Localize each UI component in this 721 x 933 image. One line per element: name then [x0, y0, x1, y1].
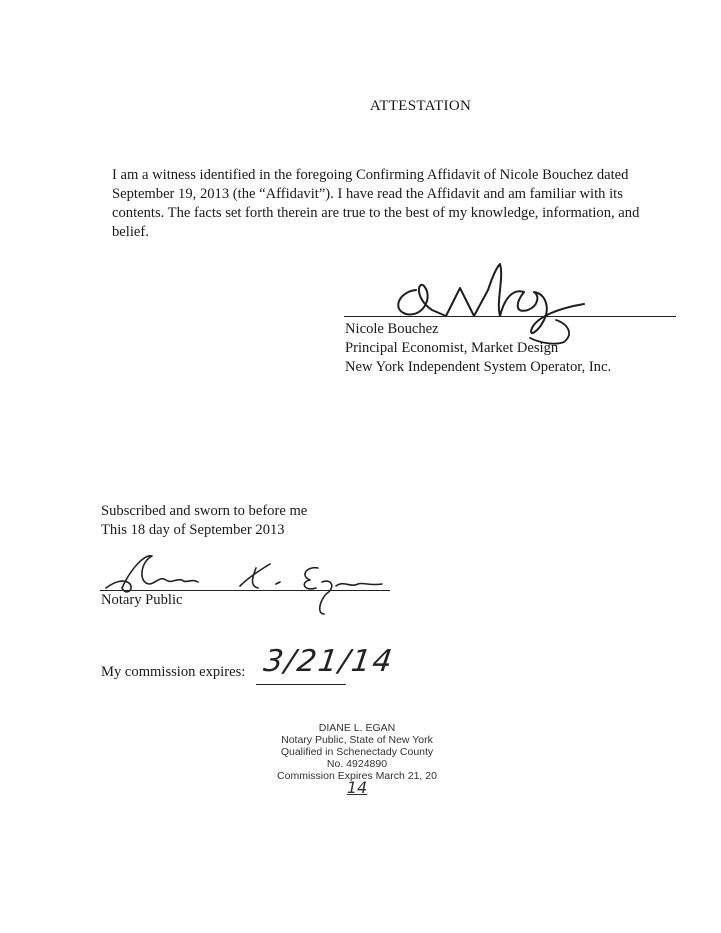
signer-block — [345, 320, 611, 377]
signer-organization: New York Independent System Operator, Inc. — [345, 359, 612, 375]
notary-signature-line — [100, 590, 390, 591]
paragraph-line: September 19, 2013 (the “Affidavit”). I have read the Affidavit and am familiar with its — [112, 186, 623, 202]
sworn-line: Subscribed and sworn to before me — [101, 503, 308, 519]
commission-date-line — [256, 684, 346, 685]
stamp-expires-prefix: Commission Expires March 21, 20 — [277, 770, 437, 782]
sworn-statement — [101, 502, 307, 540]
notary-public-label: Notary Public — [101, 592, 183, 608]
stamp-expires-year: 14 — [346, 778, 368, 797]
stamp-number: No. 4924890 — [326, 758, 388, 770]
stamp-notary-name: DIANE L. EGAN — [318, 722, 396, 734]
paragraph-line: belief. — [112, 224, 149, 240]
stamp-state-line: Notary Public, State of New York — [281, 734, 433, 746]
sworn-date-line: This 18 day of September 2013 — [101, 522, 285, 538]
attestation-paragraph — [112, 166, 702, 242]
document-title: ATTESTATION — [369, 98, 472, 114]
paragraph-line: contents. The facts set forth therein are true to the best of my knowledge, information, and — [112, 205, 640, 221]
paragraph-line: I am a witness identified in the foregoing Confirming Affidavit of Nicole Bouchez dated — [112, 167, 629, 183]
notary-stamp — [232, 722, 482, 797]
stamp-county-line: Qualified in Schenectady County — [280, 746, 434, 758]
signer-name: Nicole Bouchez — [345, 321, 439, 337]
commission-expires-label: My commission expires: — [101, 664, 246, 680]
commission-expiry-date: 3/21/14 — [261, 644, 397, 679]
stamp-expires-line — [232, 770, 482, 797]
signer-signature-line — [344, 316, 676, 317]
signer-title: Principal Economist, Market Design — [345, 340, 559, 356]
